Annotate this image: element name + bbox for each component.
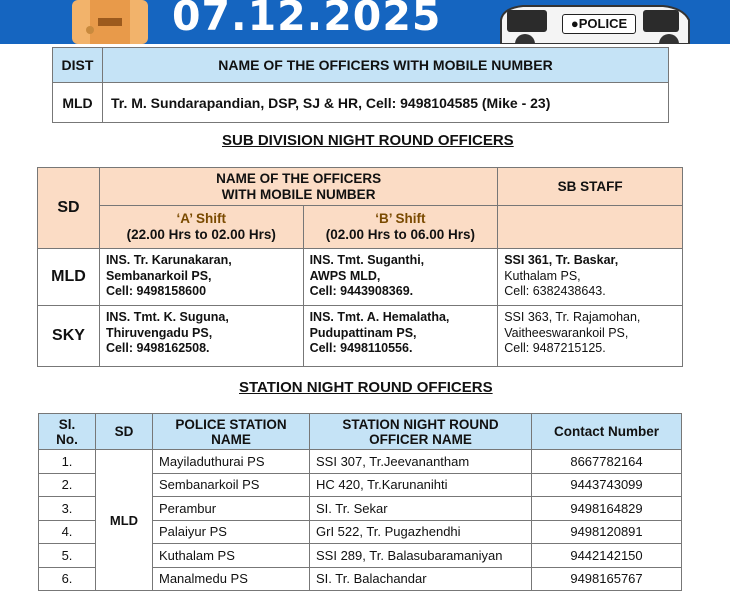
police-station-cell: Perambur <box>153 497 310 521</box>
sd-cell: MLD <box>96 450 153 591</box>
table-header-row <box>53 48 669 83</box>
b-shift-officer <box>303 249 498 306</box>
sub-division-title: SUB DIVISION NIGHT ROUND OFFICERS <box>222 132 514 149</box>
police-station-cell: Palaiyur PS <box>153 520 310 544</box>
sl-no-cell: 6. <box>39 567 96 591</box>
officer-cell: SI. Tr. Balachandar <box>310 567 532 591</box>
officer-cell: HC 420, Tr.Karunanihti <box>310 473 532 497</box>
officer-line: SSI 361, Tr. Baskar, <box>504 253 619 267</box>
officer-line: Cell: 9498162508. <box>105 341 210 355</box>
header-officer <box>310 414 532 450</box>
header-officers-line1: NAME OF THE OFFICERS <box>216 170 382 186</box>
sd-cell: SKY <box>38 306 100 367</box>
header-ps-line1: POLICE STATION <box>175 416 287 432</box>
officer-line: INS. Tmt. Suganthi, <box>309 253 425 267</box>
officer-line: Thiruvengadu PS, <box>105 325 213 340</box>
report-date: 07.12.2025 <box>172 0 442 40</box>
officer-line: Cell: 9443908369. <box>309 284 414 298</box>
sl-no-cell: 2. <box>39 473 96 497</box>
officer-cell: SI. Tr. Sekar <box>310 497 532 521</box>
officer-line: AWPS MLD, <box>309 268 381 283</box>
header-sd: SD <box>38 168 100 249</box>
sl-no-cell: 5. <box>39 544 96 568</box>
header-officer-line1: STATION NIGHT ROUND <box>342 416 499 432</box>
sb-staff-officer <box>498 306 683 367</box>
header-contact: Contact Number <box>532 414 682 450</box>
header-officers-line2: WITH MOBILE NUMBER <box>221 186 376 202</box>
police-station-cell: Mayiladuthurai PS <box>153 450 310 474</box>
officer-cell: SSI 307, Tr.Jeevanantham <box>310 450 532 474</box>
header-ps-line2: NAME <box>211 431 251 447</box>
header-officer-line2: OFFICER NAME <box>369 431 472 447</box>
station-officer-table <box>38 413 682 591</box>
contact-cell: 9498120891 <box>532 520 682 544</box>
header-a-shift <box>99 206 303 249</box>
contact-cell: 9498164829 <box>532 497 682 521</box>
officer-line: Cell: 9487215125. <box>504 341 606 355</box>
police-station-cell: Manalmedu PS <box>153 567 310 591</box>
officer-line: Cell: 9498110556. <box>309 341 413 355</box>
header-sl-line2: No. <box>56 431 78 447</box>
contact-cell: 9498165767 <box>532 567 682 591</box>
table-row <box>53 83 669 123</box>
a-shift-hours: (22.00 Hrs to 02.00 Hrs) <box>126 227 276 242</box>
officer-cell: Tr. M. Sundarapandian, DSP, SJ & HR, Cell: 9498104585 (Mike - 23) <box>103 83 669 123</box>
b-shift-hours: (02.00 Hrs to 06.00 Hrs) <box>325 227 476 242</box>
officer-line: Cell: 6382438643. <box>504 284 606 298</box>
police-label: ●POLICE <box>562 14 636 34</box>
sl-no-cell: 3. <box>39 497 96 521</box>
contact-cell: 8667782164 <box>532 450 682 474</box>
sl-no-cell: 1. <box>39 450 96 474</box>
officer-cell: SSI 289, Tr. Balasubaramaniyan <box>310 544 532 568</box>
sub-division-table <box>37 167 683 367</box>
dist-cell: MLD <box>53 83 103 123</box>
header-sb-staff: SB STAFF <box>498 168 683 206</box>
police-officer-illustration <box>70 0 150 44</box>
a-shift-officer <box>99 249 303 306</box>
police-station-cell: Sembanarkoil PS <box>153 473 310 497</box>
table-row <box>38 249 683 306</box>
header-officers <box>99 168 497 206</box>
officer-line: Vaitheeswarankoil PS, <box>504 325 629 340</box>
header-sl-no <box>39 414 96 450</box>
officer-cell: GrI 522, Tr. Pugazhendhi <box>310 520 532 544</box>
district-officer-table <box>52 47 669 123</box>
sd-cell: MLD <box>38 249 100 306</box>
table-row <box>38 306 683 367</box>
header-officers: NAME OF THE OFFICERS WITH MOBILE NUMBER <box>103 48 669 83</box>
sl-no-cell: 4. <box>39 520 96 544</box>
a-shift-label: ‘A’ Shift <box>176 211 226 226</box>
table-header-row <box>38 168 683 206</box>
police-station-cell: Kuthalam PS <box>153 544 310 568</box>
sb-staff-officer <box>498 249 683 306</box>
header-dist: DIST <box>53 48 103 83</box>
officer-line: Pudupattinam PS, <box>309 325 417 340</box>
station-title: STATION NIGHT ROUND OFFICERS <box>239 379 493 396</box>
contact-cell: 9442142150 <box>532 544 682 568</box>
a-shift-officer <box>99 306 303 367</box>
header-sd: SD <box>96 414 153 450</box>
table-header-row <box>38 206 683 249</box>
header-sb-staff-blank <box>498 206 683 249</box>
header-banner <box>0 0 730 44</box>
b-shift-officer <box>303 306 498 367</box>
table-row <box>39 450 682 474</box>
header-b-shift <box>303 206 498 249</box>
officer-line: Sembanarkoil PS, <box>105 268 212 283</box>
table-header-row <box>39 414 682 450</box>
officer-line: INS. Tmt. A. Hemalatha, <box>309 310 450 324</box>
header-police-station <box>153 414 310 450</box>
officer-line: INS. Tr. Karunakaran, <box>105 253 232 267</box>
header-sl-line1: Sl. <box>58 416 76 432</box>
officer-line: Kuthalam PS, <box>504 268 581 283</box>
officer-line: INS. Tmt. K. Suguna, <box>105 310 229 324</box>
contact-cell: 9443743099 <box>532 473 682 497</box>
officer-line: SSI 363, Tr. Rajamohan, <box>504 310 641 324</box>
b-shift-label: ‘B’ Shift <box>375 211 426 226</box>
officer-line: Cell: 9498158600 <box>105 284 207 298</box>
